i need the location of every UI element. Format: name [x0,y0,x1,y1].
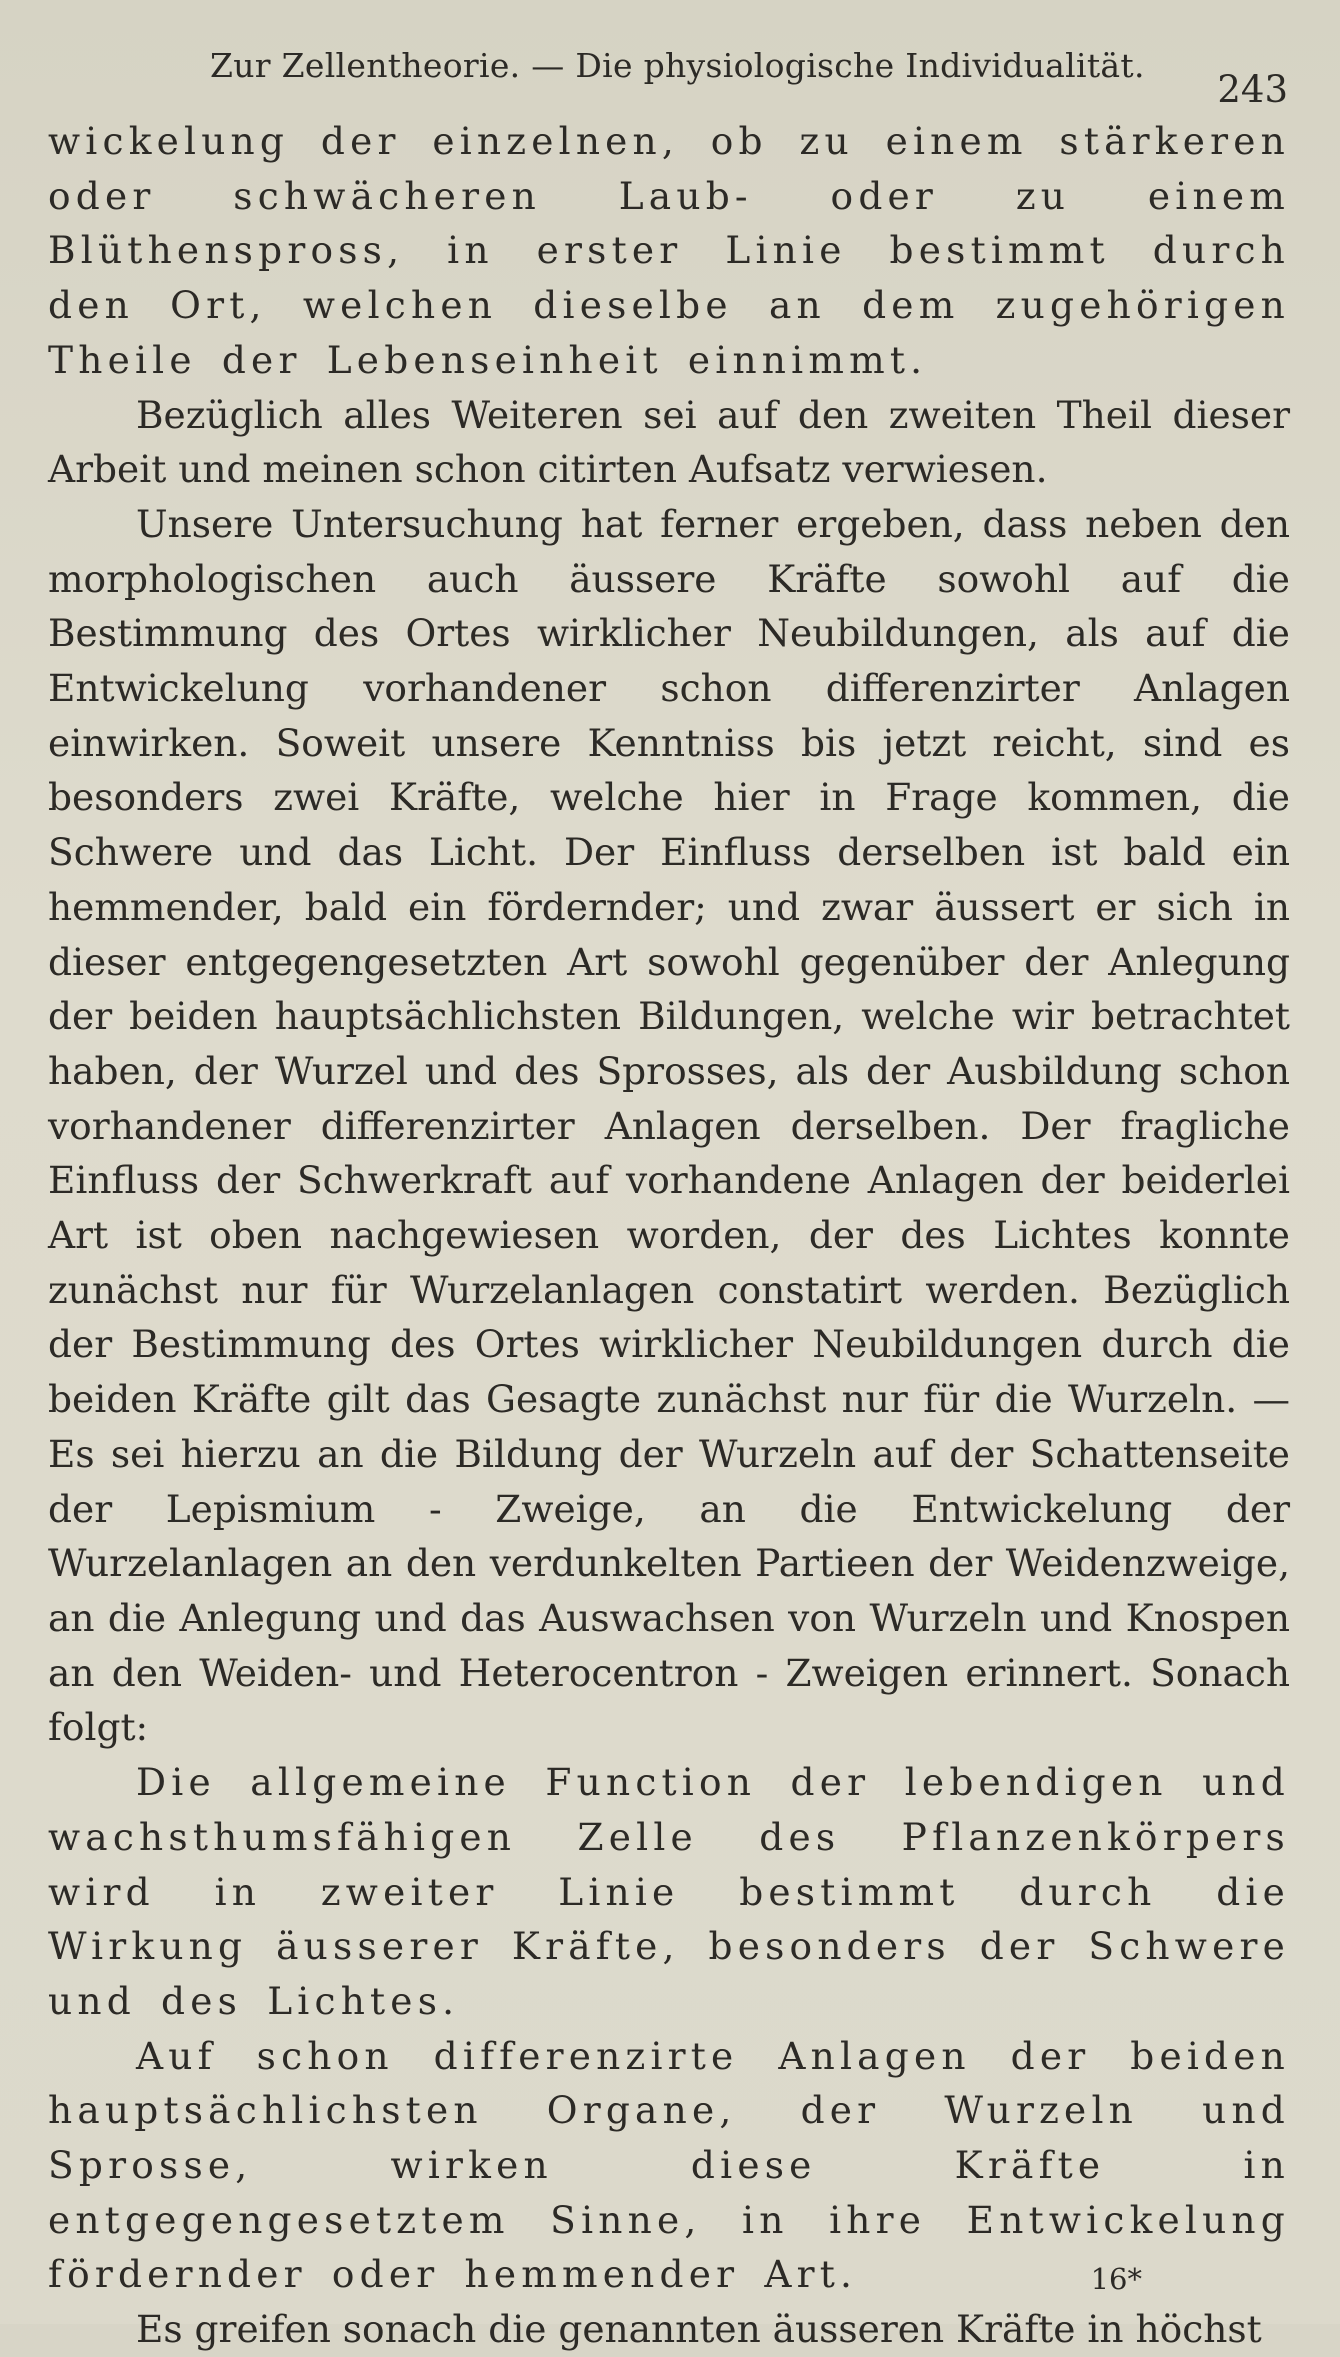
signature-mark: 16* [1090,2262,1142,2296]
page-number: 243 [1217,68,1288,111]
paragraph-differentiated-organs: Auf schon differenzirte Anlagen der beiden hauptsächlichsten Organe, der Wurzeln und Sprosse, wirken diese Kräfte in entgegengesetztem Sinne, in ihre Entwickelung fördernder oder hemmender Art. [48,2033,1290,2297]
paragraph-general-function: Die allgemeine Function der lebendigen und wachsthumsfähigen Zelle des Pflanzenkörpers wird in zweiter Linie bestimmt durch die Wirkung äusserer Kräfte, besonders der Schwere und des Lichtes. [48,1760,1290,2023]
paragraph-final-line: Es greifen sonach die genannten äusseren Kräfte in höchst [136,2307,1262,2352]
paragraph-continuation: wickelung der einzelnen, ob zu einem stärkeren oder schwächeren Laub- oder zu einem Blüthenspross, in erster Linie bestimmt durch den Ort, welchen dieselbe an dem zugehörigen Theile der Lebenseinheit einnimmt. [48,119,1290,382]
paragraph-reference: Bezüglich alles Weiteren sei auf den zweiten Theil dieser Arbeit und meinen schon citirten Aufsatz verwiesen. [48,392,1290,492]
body-text [48,114,1290,2357]
page-header [48,38,1290,114]
paragraph-external-forces: Unsere Untersuchung hat ferner ergeben, dass neben den morphologischen auch äussere Kräfte sowohl auf die Bestimmung des Ortes wirklicher Neubildungen, als auf die Entwickelung vorhandener schon differenzirter Anlagen einwirken. Soweit unsere Kenntniss bis jetzt reicht, sind es besonders zwei Kräfte, welche hier in Frage kommen, die Schwere und das Licht. Der Einfluss derselben ist bald ein hemmender, bald ein fördernder; und zwar äussert er sich in dieser entgegengesetzten Art sowohl gegenüber der Anlegung der beiden hauptsächlichsten Bildungen, welche wir betrachtet haben, der Wurzel und des Sprosses, als der Ausbildung schon vorhandener differenzirter Anlagen derselben. Der fragliche Einfluss der Schwerkraft auf vorhandene Anlagen der beiderlei Art ist oben nachgewiesen worden, der des Lichtes konnte zunächst nur für Wurzelanlagen constatirt werden. Bezüglich der Bestimmung des Ortes wirklicher Neubildungen durch die beiden Kräfte gilt das Gesagte zunächst nur für die Wurzeln. — Es sei hierzu an die Bildung der Wurzeln auf der Schattenseite der Lepismium - Zweige, an die Entwickelung der Wurzelanlagen an den verdunkelten Partieen der Weidenzweige, an die Anlegung und das Auswachsen von Wurzeln und Knospen an den Weiden- und Heterocentron - Zweigen erinnert. Sonach folgt: [48,501,1290,1750]
running-title: Zur Zellentheorie. — Die physiologische Individualität. [210,46,1145,85]
